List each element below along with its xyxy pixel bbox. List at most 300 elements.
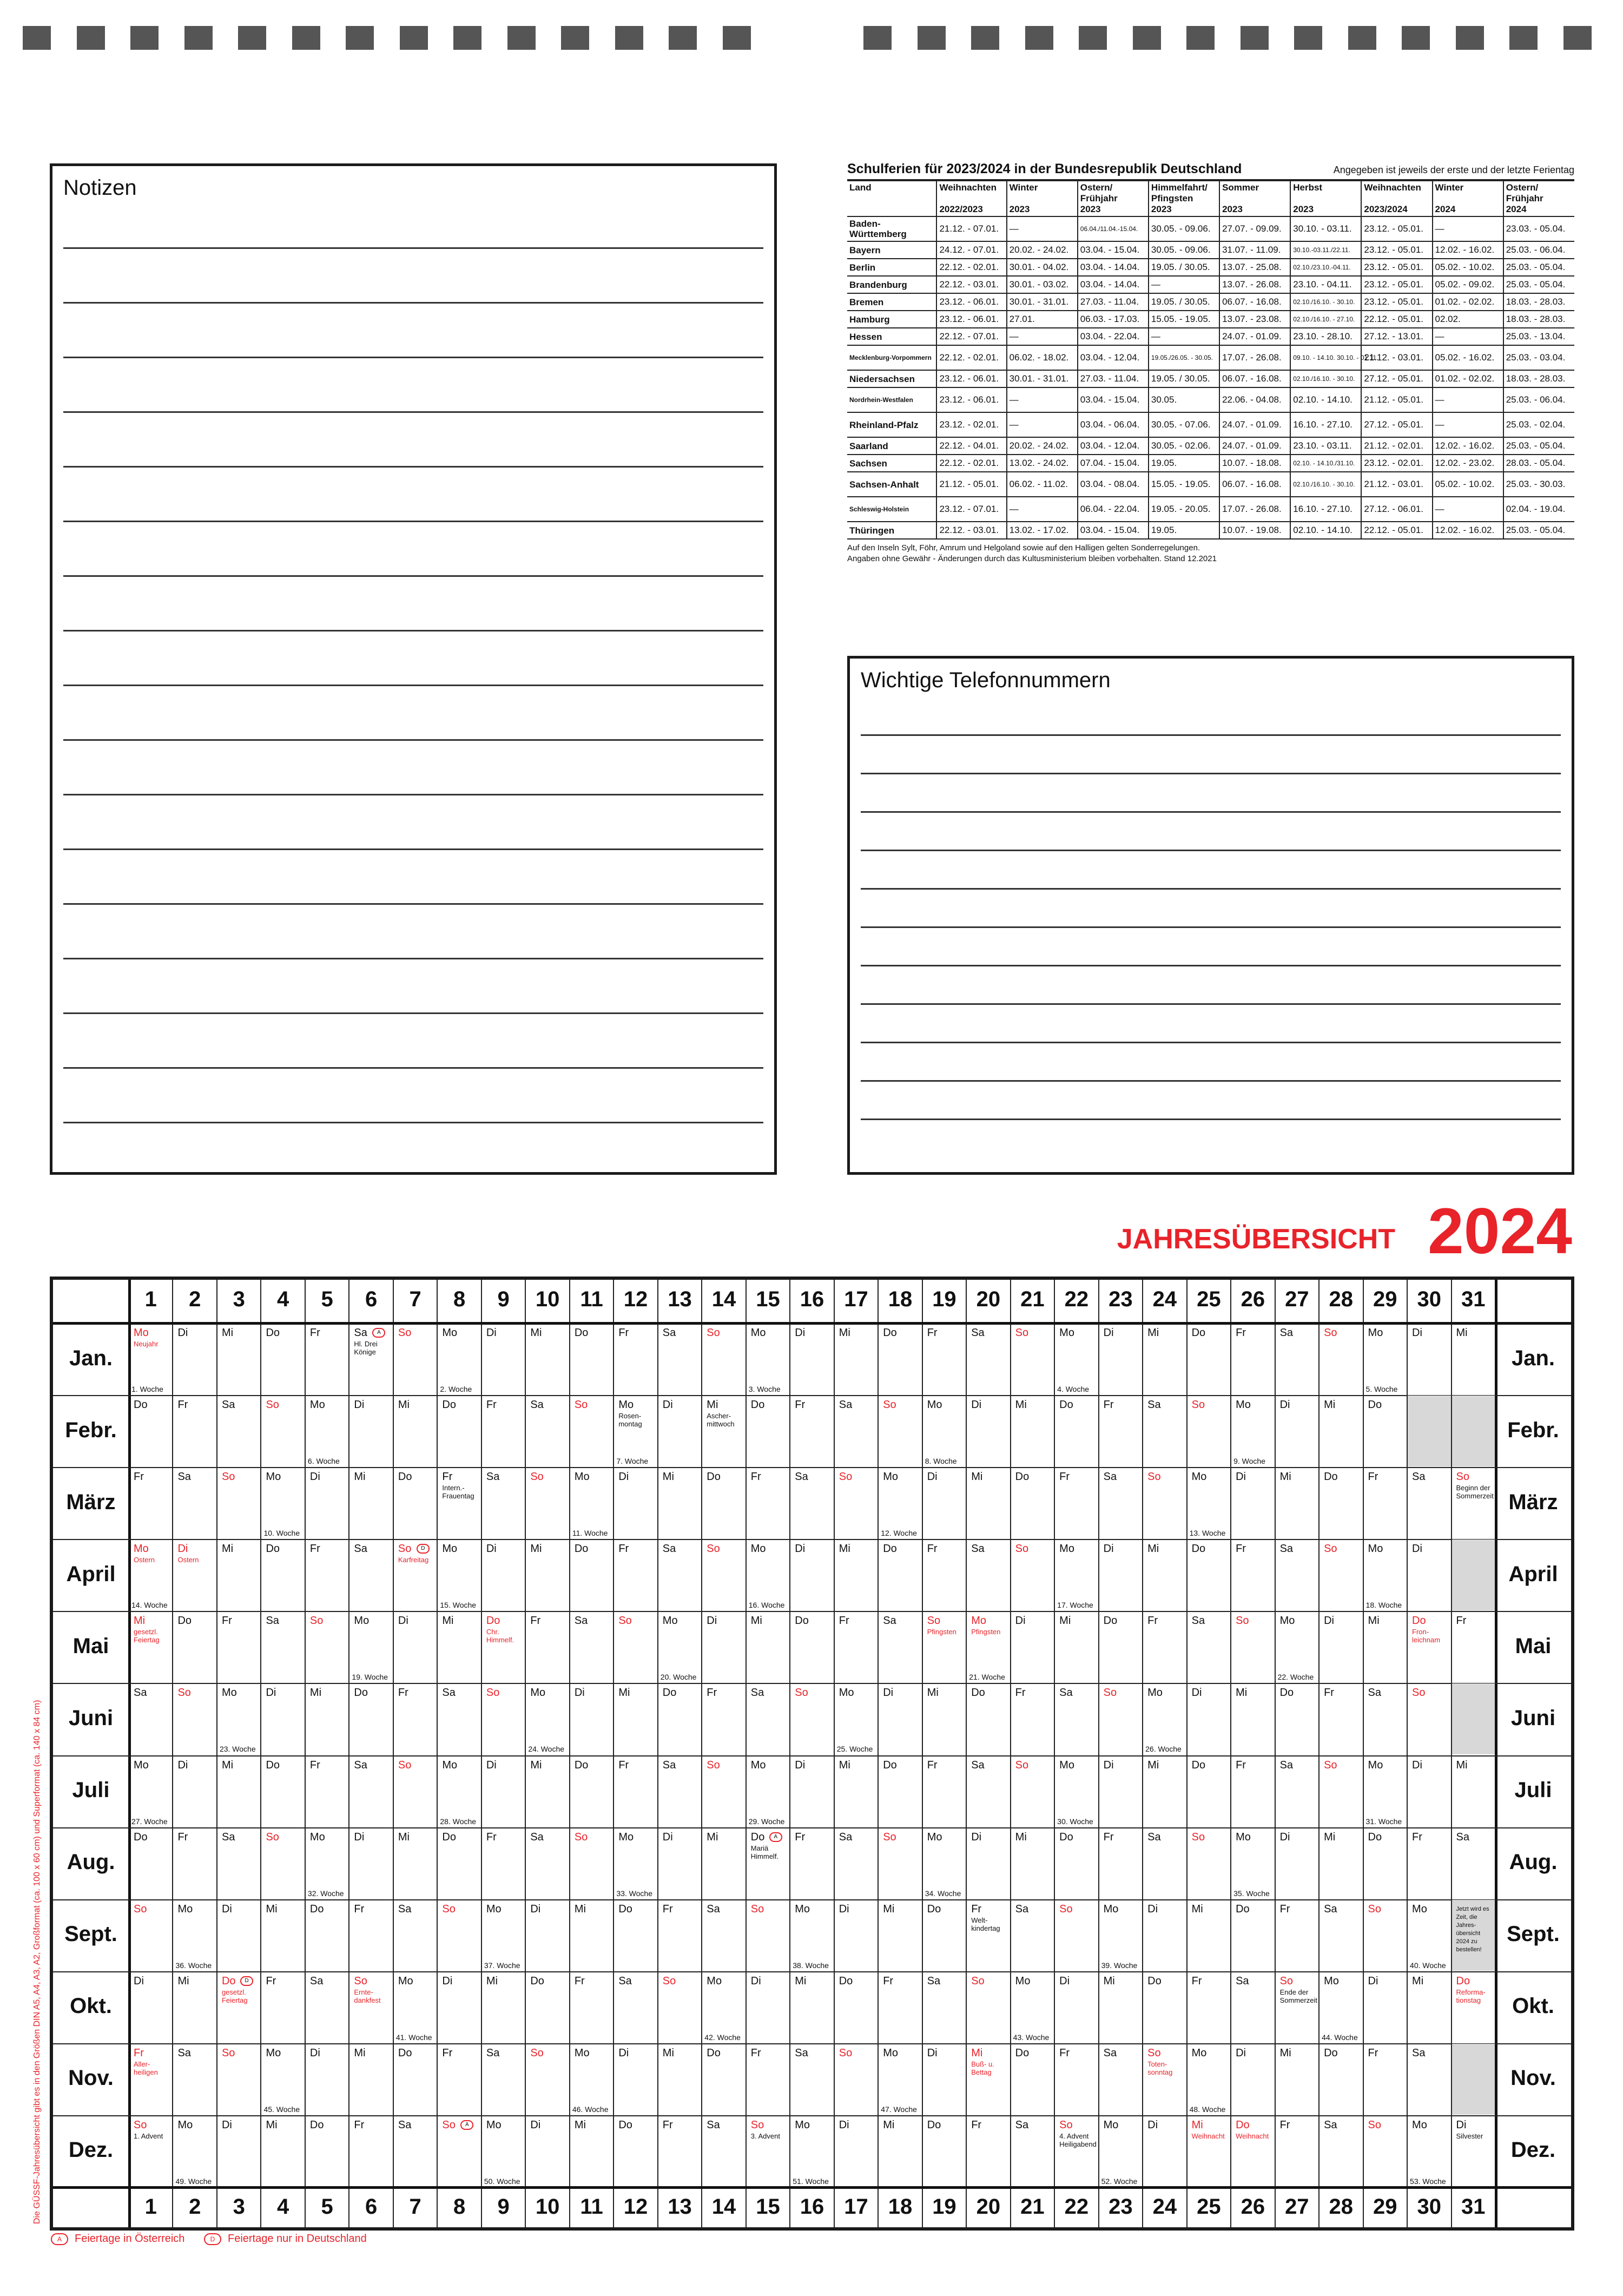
day-cell: Mo 15. Woche: [440, 1543, 477, 1610]
day-cell: Mo 18. Woche: [1365, 1543, 1402, 1610]
holidays-cell: 15.05. - 19.05.: [1149, 472, 1219, 497]
holidays-cell: 22.12. - 07.01.: [936, 328, 1006, 345]
day-cell: Sa: [398, 2119, 412, 2131]
ring-hole: [863, 26, 892, 50]
day-cell: Sa: [486, 1471, 500, 1483]
day-cell: Fr: [530, 1615, 541, 1627]
legend-germany-label: Feiertage nur in Deutschland: [227, 2233, 367, 2245]
day-cell: Sa: [221, 1399, 235, 1411]
holidays-cell: 21.12. - 02.01.: [1361, 437, 1432, 455]
holidays-cell: 03.04. - 14.04.: [1078, 276, 1149, 293]
holidays-cell: 27.12. - 05.01.: [1361, 412, 1432, 437]
day-cell: Do: [750, 1399, 765, 1411]
day-number-top: 18: [888, 1287, 913, 1311]
day-cell: Sa: [795, 1471, 808, 1483]
holidays-cell: 06.07. - 16.08.: [1219, 370, 1290, 387]
note-line: [861, 965, 1561, 966]
ring-hole: [615, 26, 643, 50]
day-cell: Mi Weihnacht: [1191, 2119, 1225, 2140]
day-cell: Sa: [442, 1687, 456, 1699]
day-cell: Di: [1015, 1615, 1026, 1627]
holidays-cell: Brandenburg: [847, 276, 936, 293]
day-cell: Sa: [707, 1903, 720, 1915]
day-cell: Sa: [1103, 1471, 1117, 1483]
day-cell: Mo 13. Woche: [1189, 1471, 1226, 1538]
day-cell: Sa: [1412, 1471, 1426, 1483]
holidays-header: Herbst 2023: [1290, 180, 1361, 216]
holidays-notes: [847, 543, 1574, 564]
day-cell: So: [839, 1471, 853, 1483]
day-cell: Mo 50. Woche: [484, 2119, 520, 2186]
day-cell: So: [530, 2047, 544, 2059]
day-cell: Mi: [1103, 1975, 1115, 1987]
day-number-bottom: 3: [233, 2195, 245, 2219]
day-cell: Do: [134, 1831, 148, 1843]
day-cell: Fr: [927, 1759, 938, 1771]
day-cell: Sa: [1015, 1903, 1029, 1915]
day-number-top: 2: [189, 1287, 201, 1311]
day-cell: Mo 53. Woche: [1410, 2119, 1446, 2186]
day-number-top: 10: [535, 1287, 560, 1311]
holidays-cell: Bayern: [847, 241, 936, 259]
month-label-left: Okt.: [70, 1994, 112, 2018]
day-cell: Do: [1279, 1687, 1294, 1699]
day-cell: Mo 41. Woche: [395, 1975, 432, 2042]
day-number-top: 23: [1109, 1287, 1133, 1311]
day-number-bottom: 9: [497, 2195, 510, 2219]
note-line: [861, 773, 1561, 774]
day-cell: Di: [1412, 1543, 1422, 1555]
holidays-cell: 23.10. - 03.11.: [1290, 437, 1361, 455]
day-cell: Mi: [398, 1831, 410, 1843]
holidays-cell: 02.10./16.10. - 30.10.: [1290, 370, 1361, 387]
ring-hole: [971, 26, 999, 50]
note-line: [861, 811, 1561, 813]
day-cell: Mo 51. Woche: [793, 2119, 829, 2186]
holidays-cell: 30.10. - 03.11.: [1290, 216, 1361, 241]
day-cell: Fr: [662, 1903, 673, 1915]
day-cell: Fr: [618, 1327, 629, 1339]
holidays-cell: —: [1007, 387, 1078, 412]
holidays-row: [847, 437, 1574, 455]
day-cell: Sa: [574, 1615, 588, 1627]
day-cell: Mi: [1368, 1615, 1380, 1627]
day-cell: Sa: [354, 1543, 367, 1555]
day-number-top: 5: [321, 1287, 333, 1311]
day-cell: Mi: [398, 1399, 410, 1411]
holidays-cell: 23.12. - 05.01.: [1361, 259, 1432, 276]
holidays-cell: 06.07. - 16.08.: [1219, 293, 1290, 311]
day-cell: Do: [707, 2047, 721, 2059]
day-cell: Mi gesetzl. Feiertag: [134, 1615, 160, 1644]
holidays-cell: 06.04./11.04.-15.04.: [1078, 216, 1149, 241]
day-cell: Do: [574, 1543, 589, 1555]
day-cell: So: [266, 1831, 279, 1843]
day-cell: Mi: [221, 1543, 234, 1555]
day-cell: Di: [574, 1687, 585, 1699]
day-cell: Fr: [574, 1975, 585, 1987]
holidays-cell: 05.02. - 16.02.: [1433, 345, 1503, 370]
day-cell: Fr: [927, 1327, 938, 1339]
day-number-top: 20: [976, 1287, 1001, 1311]
holidays-cell: 06.02. - 11.02.: [1007, 472, 1078, 497]
day-cell: Mo 38. Woche: [793, 1903, 829, 1970]
note-line: [861, 926, 1561, 928]
day-cell: Do: [1368, 1831, 1382, 1843]
holidays-cell: 23.12. - 05.01.: [1361, 216, 1432, 241]
holidays-cell: 12.02. - 16.02.: [1433, 437, 1503, 455]
day-cell: Mi: [1147, 1327, 1159, 1339]
holidays-cell: Niedersachsen: [847, 370, 936, 387]
day-cell: Di: [134, 1975, 144, 1987]
day-cell: Di: [1412, 1759, 1422, 1771]
day-number-top: 15: [756, 1287, 780, 1311]
day-cell: Sa: [1324, 2119, 1337, 2131]
day-cell: [1452, 1540, 1495, 1610]
holidays-cell: 30.10.-03.11./22.11.: [1290, 241, 1361, 259]
legend-austria: [51, 2233, 184, 2245]
day-cell: Mo 8. Woche: [925, 1399, 957, 1466]
ring-hole: [1563, 26, 1592, 50]
holidays-cell: 20.02. - 24.02.: [1007, 437, 1078, 455]
day-cell: Do: [1059, 1831, 1073, 1843]
holidays-cell: 27.03. - 11.04.: [1078, 293, 1149, 311]
day-cell: So: [177, 1687, 191, 1699]
holidays-cell: 21.12. - 07.01.: [936, 216, 1006, 241]
day-cell: Fr: [486, 1831, 497, 1843]
day-cell: So: [1324, 1543, 1337, 1555]
school-holidays: [847, 161, 1574, 564]
holidays-cell: 03.04. - 12.04.: [1078, 437, 1149, 455]
month-label-left: Febr.: [65, 1418, 117, 1442]
holidays-cell: 02.10./23.10.-04.11.: [1290, 259, 1361, 276]
day-cell: So: [1368, 1903, 1382, 1915]
day-cell: Mo 34. Woche: [925, 1831, 961, 1898]
holidays-row: [847, 311, 1574, 328]
month-label-left: Aug.: [67, 1850, 115, 1874]
day-cell: Do: [1103, 1615, 1118, 1627]
ring-hole: [507, 26, 536, 50]
note-line: [861, 1119, 1561, 1120]
holidays-cell: 16.10. - 27.10.: [1290, 497, 1361, 522]
day-cell: Mi: [1191, 1903, 1203, 1915]
day-cell: Di: [1103, 1327, 1114, 1339]
day-cell: Mi: [442, 1615, 454, 1627]
day-cell: Mi: [662, 2047, 674, 2059]
day-cell: Di: [1236, 1471, 1246, 1483]
holidays-cell: 20.02. - 24.02.: [1007, 241, 1078, 259]
day-cell: Sa: [1279, 1759, 1294, 1771]
holidays-row: [847, 259, 1574, 276]
holidays-row: [847, 472, 1574, 497]
day-number-bottom: 25: [1197, 2195, 1221, 2219]
day-cell: Fr: [883, 1975, 894, 1987]
day-cell: Do A Mariä Himmelf.: [747, 1828, 789, 1899]
day-cell: Mi: [574, 1903, 586, 1915]
day-cell: Mo 49. Woche: [175, 2119, 212, 2186]
holidays-cell: —: [1149, 328, 1219, 345]
holidays-cell: 19.05./26.05. - 30.05.: [1149, 345, 1219, 370]
day-cell: Di: [1412, 1327, 1422, 1339]
holidays-cell: 02.10./16.10. - 27.10.: [1290, 311, 1361, 328]
day-cell: Do: [134, 1399, 148, 1411]
holidays-cell: 17.07. - 26.08.: [1219, 497, 1290, 522]
holidays-cell: 23.12. - 06.01.: [936, 387, 1006, 412]
note-line: [63, 247, 763, 249]
day-cell: Sa: [1191, 1615, 1205, 1627]
day-number-bottom: 31: [1461, 2195, 1486, 2219]
day-cell: Di: [354, 1399, 365, 1411]
holidays-cell: 19.05. / 30.05.: [1149, 259, 1219, 276]
day-cell: So: [1368, 2119, 1382, 2131]
day-cell: Mi: [354, 2047, 366, 2059]
ring-hole: [400, 26, 428, 50]
day-number-top: 30: [1417, 1287, 1442, 1311]
day-cell: Mi: [1279, 2047, 1291, 2059]
day-cell: Mo 20. Woche: [660, 1615, 697, 1682]
day-cell: So: [707, 1543, 720, 1555]
day-cell: Do: [1059, 1399, 1073, 1411]
day-cell: Mi: [530, 1759, 542, 1771]
month-label-left: Juni: [68, 1706, 114, 1730]
ring-hole: [1079, 26, 1107, 50]
day-cell: Mo 42. Woche: [704, 1975, 741, 2042]
day-cell: So: [839, 2047, 853, 2059]
year-grid: [50, 1277, 1574, 2231]
day-cell: So Ende der Sommerzeit: [1279, 1975, 1317, 2004]
day-cell: Mi: [1147, 1759, 1159, 1771]
ring-hole: [561, 26, 589, 50]
holidays-title: Schulferien für 2023/2024 in der Bundesrepublik Deutschland: [847, 161, 1242, 176]
day-cell: Mo 16. Woche: [748, 1543, 785, 1610]
day-number-bottom: 17: [844, 2195, 868, 2219]
day-cell: Mi: [1059, 1615, 1071, 1627]
day-cell: Do: [662, 1687, 677, 1699]
notes-box: [50, 163, 777, 1175]
day-number-bottom: 13: [668, 2195, 692, 2219]
day-number-bottom: 16: [800, 2195, 824, 2219]
day-cell: Di: [309, 1471, 320, 1483]
legend-germany: [204, 2233, 367, 2245]
day-cell: Mi: [221, 1759, 234, 1771]
day-cell: So 4. Advent Heiligabend: [1059, 2119, 1097, 2148]
note-line: [861, 850, 1561, 851]
day-cell: Mo 30. Woche: [1057, 1759, 1093, 1826]
overview-heading: [1117, 1195, 1572, 1267]
holidays-header: Weihnachten 2022/2023: [936, 180, 1006, 216]
holidays-cell: Mecklenburg-Vorpommern: [847, 345, 936, 370]
holidays-cell: 18.03. - 28.03.: [1503, 293, 1574, 311]
holidays-cell: 07.04. - 15.04.: [1078, 455, 1149, 472]
day-cell: Mo 25. Woche: [836, 1687, 873, 1754]
day-cell: Mo 32. Woche: [307, 1831, 344, 1898]
holidays-row: [847, 387, 1574, 412]
day-cell: Mo 4. Woche: [1057, 1327, 1090, 1394]
day-cell: Sa: [177, 1471, 191, 1483]
day-cell: Fr: [1456, 1615, 1467, 1627]
day-number-bottom: 10: [535, 2195, 560, 2219]
day-cell: Sa: [839, 1831, 853, 1843]
ring-hole: [1402, 26, 1430, 50]
day-cell: Sa: [1236, 1975, 1249, 1987]
day-cell: So: [1324, 1759, 1337, 1771]
note-line: [63, 903, 763, 905]
day-cell: Di: [927, 2047, 938, 2059]
day-cell: Do: [618, 1903, 632, 1915]
day-cell: So: [1236, 1615, 1249, 1627]
holidays-cell: 27.12. - 13.01.: [1361, 328, 1432, 345]
day-cell: So: [1324, 1327, 1337, 1339]
day-cell: Sa: [883, 1615, 896, 1627]
day-cell: Sa: [1015, 2119, 1029, 2131]
day-cell: So: [1015, 1759, 1029, 1771]
holidays-cell: 22.12. - 04.01.: [936, 437, 1006, 455]
day-cell: Mi: [750, 1615, 762, 1627]
day-cell: Mi: [574, 2119, 586, 2131]
holidays-cell: 25.03. - 05.04.: [1503, 437, 1574, 455]
day-cell: Fr: [927, 1543, 938, 1555]
month-label-right: Juli: [1514, 1778, 1552, 1802]
day-cell: Di: [795, 1327, 806, 1339]
day-cell: Fr: [750, 2047, 761, 2059]
day-cell: Do: [707, 1471, 721, 1483]
day-cell: Mo 9. Woche: [1233, 1399, 1265, 1466]
day-cell: Do: [1191, 1759, 1206, 1771]
day-cell: So: [883, 1831, 896, 1843]
note-line: [63, 575, 763, 577]
ring-hole: [1133, 26, 1161, 50]
day-cell: Mo 26. Woche: [1145, 1687, 1182, 1754]
day-cell: Fr: [1103, 1831, 1114, 1843]
format-note: Die GÜSSF-Jahresübersicht gibt es in den Größen DIN A5, A4, A3, A2, Großformat (ca. 100 x 60 cm) und Superformat (ca. 140 x 84 cm): [32, 1700, 42, 2224]
holidays-cell: Nordrhein-Westfalen: [847, 387, 936, 412]
day-cell: Mi: [927, 1687, 939, 1699]
holidays-cell: 23.12. - 05.01.: [1361, 293, 1432, 311]
holidays-cell: Hamburg: [847, 311, 936, 328]
holidays-cell: 25.03. - 05.04.: [1503, 276, 1574, 293]
day-cell: Mi: [221, 1327, 234, 1339]
ring-hole: [1509, 26, 1538, 50]
ring-hole: [1025, 26, 1053, 50]
ring-hole: [238, 26, 266, 50]
day-cell: Do: [309, 2119, 324, 2131]
day-cell: Fr Intern.-Frauentag: [442, 1471, 474, 1501]
holidays-cell: Baden-Württemberg: [847, 216, 936, 241]
day-cell: Mi: [618, 1687, 630, 1699]
day-cell: Mi: [1279, 1471, 1291, 1483]
day-cell: So: [1412, 1687, 1426, 1699]
day-cell: Sa: [1279, 1327, 1294, 1339]
day-number-bottom: 12: [623, 2195, 648, 2219]
holidays-row: [847, 276, 1574, 293]
note-line: [63, 958, 763, 959]
day-cell: Di: [927, 1471, 938, 1483]
month-label-right: Juni: [1510, 1706, 1556, 1730]
holidays-cell: —: [1433, 412, 1503, 437]
month-label-right: April: [1508, 1562, 1558, 1586]
day-cell: Fr Welt-kindertag: [971, 1903, 1000, 1932]
holidays-cell: 02.04. - 19.04.: [1503, 497, 1574, 522]
day-cell: Sa: [971, 1543, 985, 1555]
day-cell: Do: [574, 1327, 589, 1339]
day-cell: Mi: [530, 1327, 542, 1339]
holidays-cell: 27.01.: [1007, 311, 1078, 328]
holidays-cell: 21.12. - 03.01.: [1361, 345, 1432, 370]
holidays-row: [847, 522, 1574, 539]
day-cell: So: [221, 1471, 235, 1483]
day-number-top: 12: [623, 1287, 648, 1311]
holidays-cell: 30.05.: [1149, 387, 1219, 412]
holidays-cell: —: [1007, 216, 1078, 241]
day-cell: Fr: [309, 1543, 320, 1555]
holidays-cell: 02.10. - 14.10.: [1290, 387, 1361, 412]
day-cell: Di: [839, 1903, 849, 1915]
day-cell: Fr: [354, 2119, 365, 2131]
holidays-cell: 23.03. - 05.04.: [1503, 216, 1574, 241]
holidays-cell: 30.01. - 03.02.: [1007, 276, 1078, 293]
day-cell: Di: [486, 1327, 497, 1339]
day-number-bottom: 6: [365, 2195, 378, 2219]
month-label-right: Sept.: [1507, 1922, 1560, 1946]
day-cell: Mo 40. Woche: [1410, 1903, 1446, 1970]
day-cell: Mi: [266, 1903, 278, 1915]
day-cell: Mi: [1456, 1759, 1468, 1771]
day-number-top: 17: [844, 1287, 868, 1311]
holidays-row: [847, 293, 1574, 311]
holidays-cell: 05.02. - 10.02.: [1433, 472, 1503, 497]
day-cell: Fr: [1279, 2119, 1290, 2131]
day-cell: Mo 29. Woche: [748, 1759, 785, 1826]
holidays-row: [847, 455, 1574, 472]
day-cell: So: [574, 1399, 588, 1411]
day-cell: So: [1191, 1399, 1205, 1411]
holidays-cell: 21.12. - 05.01.: [1361, 387, 1432, 412]
day-cell: Fr: [1059, 2047, 1070, 2059]
note-line: [861, 888, 1561, 890]
day-cell: Sa: [707, 2119, 720, 2131]
day-cell: Di: [398, 1615, 408, 1627]
overview-title: JAHRESÜBERSICHT: [1117, 1223, 1396, 1255]
day-cell: Do: [1191, 1327, 1206, 1339]
holidays-cell: 27.03. - 11.04.: [1078, 370, 1149, 387]
month-label-right: Febr.: [1507, 1418, 1559, 1442]
holidays-cell: 27.12. - 06.01.: [1361, 497, 1432, 522]
holidays-cell: Berlin: [847, 259, 936, 276]
holidays-cell: 23.12. - 05.01.: [1361, 241, 1432, 259]
day-cell: Di: [1324, 1615, 1334, 1627]
holidays-cell: 03.04. - 15.04.: [1078, 387, 1149, 412]
day-cell: So D Karfreitag: [398, 1543, 429, 1564]
holidays-cell: 05.02. - 09.02.: [1433, 276, 1503, 293]
holidays-cell: 12.02. - 23.02.: [1433, 455, 1503, 472]
day-cell: Sa: [1456, 1831, 1469, 1843]
day-number-bottom: 28: [1329, 2195, 1354, 2219]
phones-title: Wichtige Telefonnummern: [861, 668, 1111, 692]
day-cell: So: [971, 1975, 985, 1987]
day-cell: Fr Aller-heiligen: [134, 2047, 158, 2076]
month-label-right: Aug.: [1509, 1850, 1558, 1874]
day-cell: Do Chr. Himmelf.: [486, 1615, 514, 1644]
day-number-bottom: 20: [976, 2195, 1001, 2219]
day-number-bottom: 26: [1241, 2195, 1265, 2219]
holidays-row: [847, 345, 1574, 370]
day-cell: Mi: [177, 1975, 189, 1987]
day-cell: Mi: [971, 1471, 983, 1483]
holidays-cell: Thüringen: [847, 522, 936, 539]
month-label-right: Mai: [1515, 1634, 1552, 1658]
day-number-bottom: 21: [1020, 2195, 1045, 2219]
day-cell: Sa: [354, 1759, 367, 1771]
